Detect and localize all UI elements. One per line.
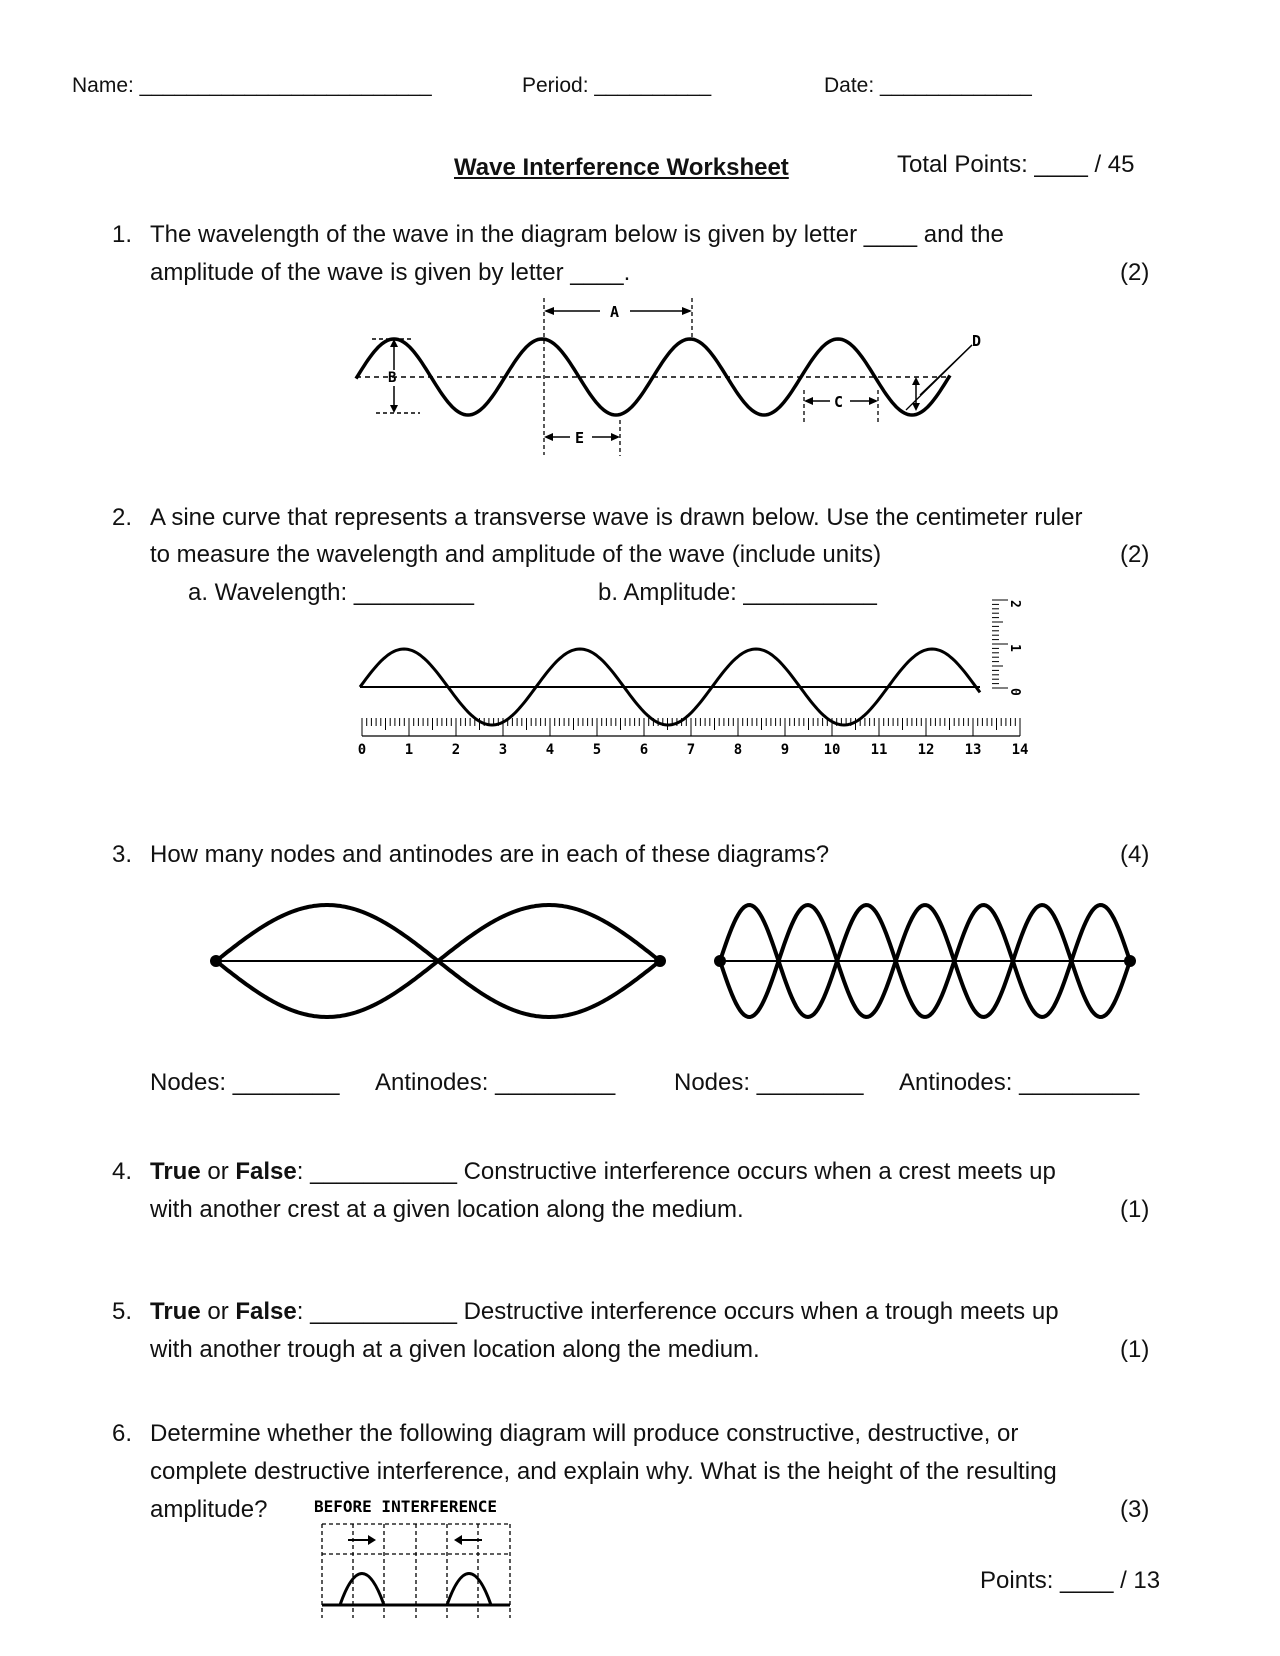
ruler-tick-label: 10 <box>823 742 841 758</box>
period-field-label: Period: __________ <box>522 74 712 97</box>
q3-standing-waves <box>0 880 1280 1040</box>
q2-line1: A sine curve that represents a transverse wave is drawn below. Use the centimeter ruler <box>150 504 1083 531</box>
ruler-tick-label: 9 <box>780 742 790 758</box>
q6-diagram-title: BEFORE INTERFERENCE <box>314 1497 498 1516</box>
q1-line1: The wavelength of the wave in the diagram below is given by letter ____ and the <box>150 221 1004 248</box>
q1-points: (2) <box>1120 259 1150 286</box>
date-field-label: Date: _____________ <box>824 74 1032 97</box>
q4-true: True <box>150 1158 201 1185</box>
vertical-ruler <box>992 600 1022 696</box>
q5-line2: with another trough at a given location along the medium. <box>150 1336 760 1363</box>
ruler-tick-label: 14 <box>1011 742 1029 758</box>
ruler-tick-label: 11 <box>870 742 888 758</box>
q3-nodes-2: Nodes: ________ <box>674 1069 864 1096</box>
q6-line2: complete destructive interference, and explain why. What is the height of the resulting <box>150 1458 1057 1485</box>
ruler-tick-label: 6 <box>639 742 649 758</box>
q3-points: (4) <box>1120 841 1150 868</box>
q5-false: False <box>235 1298 297 1325</box>
vertical-ruler-tick-label: 0 <box>1007 688 1022 696</box>
ruler-tick-label: 2 <box>451 742 461 758</box>
vertical-ruler-tick-label: 1 <box>1007 644 1022 652</box>
pulse-left <box>340 1574 384 1606</box>
q1-label-a: A <box>610 303 620 321</box>
q1-wave-diagram <box>0 0 1280 480</box>
ruler-tick-label: 13 <box>964 742 982 758</box>
ruler-tick-label: 12 <box>917 742 935 758</box>
node-dot <box>210 955 222 967</box>
q3-antinodes-2: Antinodes: _________ <box>899 1069 1140 1096</box>
node-dot <box>654 955 666 967</box>
ruler-tick-label: 0 <box>357 742 367 758</box>
q2-amplitude-answer: b. Amplitude: __________ <box>598 579 877 606</box>
q2-points: (2) <box>1120 541 1150 568</box>
total-points: Total Points: ____ / 45 <box>897 151 1135 178</box>
name-field-label: Name: _________________________ <box>72 74 432 97</box>
worksheet-title: Wave Interference Worksheet <box>454 154 789 181</box>
q1-number: 1. <box>112 221 133 248</box>
q4-number: 4. <box>112 1158 133 1185</box>
q6-points: (3) <box>1120 1496 1150 1523</box>
q5-number: 5. <box>112 1298 133 1325</box>
q4-or: or <box>200 1158 236 1185</box>
q3-text: How many nodes and antinodes are in each of these diagrams? <box>150 841 830 868</box>
q1-label-b: B <box>388 370 397 386</box>
q4-line2: with another crest at a given location along the medium. <box>150 1196 744 1223</box>
centimeter-ruler <box>0 600 1028 758</box>
q6-number: 6. <box>112 1420 133 1447</box>
q6-interference-diagram <box>310 1490 530 1620</box>
ruler-tick-label: 7 <box>686 742 696 758</box>
q2-wavelength-answer: a. Wavelength: _________ <box>188 579 474 606</box>
q6-line1: Determine whether the following diagram will produce constructive, destructive, or <box>150 1420 1019 1447</box>
ruler-tick-label: 8 <box>733 742 743 758</box>
ruler-tick-label: 1 <box>404 742 414 758</box>
q5-line1 <box>150 1293 1059 1331</box>
q5-or: or <box>200 1298 236 1325</box>
node-dot <box>714 955 726 967</box>
q2-number: 2. <box>112 504 133 531</box>
q4-points: (1) <box>1120 1196 1150 1223</box>
vertical-ruler-tick-label: 2 <box>1007 600 1022 608</box>
q6-line3: amplitude? <box>150 1496 268 1523</box>
q1-label-d: D <box>972 332 982 350</box>
ruler-tick-label: 4 <box>545 742 555 758</box>
q4-line1 <box>150 1153 1056 1191</box>
q4-statement: : ___________ Constructive interference occurs when a crest meets up <box>296 1158 1056 1185</box>
q1-label-e: E <box>575 429 585 447</box>
q3-nodes-1: Nodes: ________ <box>150 1069 340 1096</box>
q4-false: False <box>235 1158 297 1185</box>
q2-sine-diagram <box>0 600 1280 780</box>
q2-line2: to measure the wavelength and amplitude of the wave (include units) <box>150 541 882 568</box>
q3-antinodes-1: Antinodes: _________ <box>375 1069 616 1096</box>
node-dot <box>1124 955 1136 967</box>
ruler-tick-label: 5 <box>592 742 602 758</box>
q1-line2: amplitude of the wave is given by letter ____. <box>150 259 631 286</box>
q5-points: (1) <box>1120 1336 1150 1363</box>
q1-label-c: C <box>834 393 844 411</box>
pulse-right <box>447 1574 491 1606</box>
q3-number: 3. <box>112 841 133 868</box>
q5-statement: : ___________ Destructive interference occurs when a trough meets up <box>296 1298 1059 1325</box>
ruler-tick-label: 3 <box>498 742 508 758</box>
q5-true: True <box>150 1298 201 1325</box>
page-points: Points: ____ / 13 <box>980 1567 1161 1594</box>
